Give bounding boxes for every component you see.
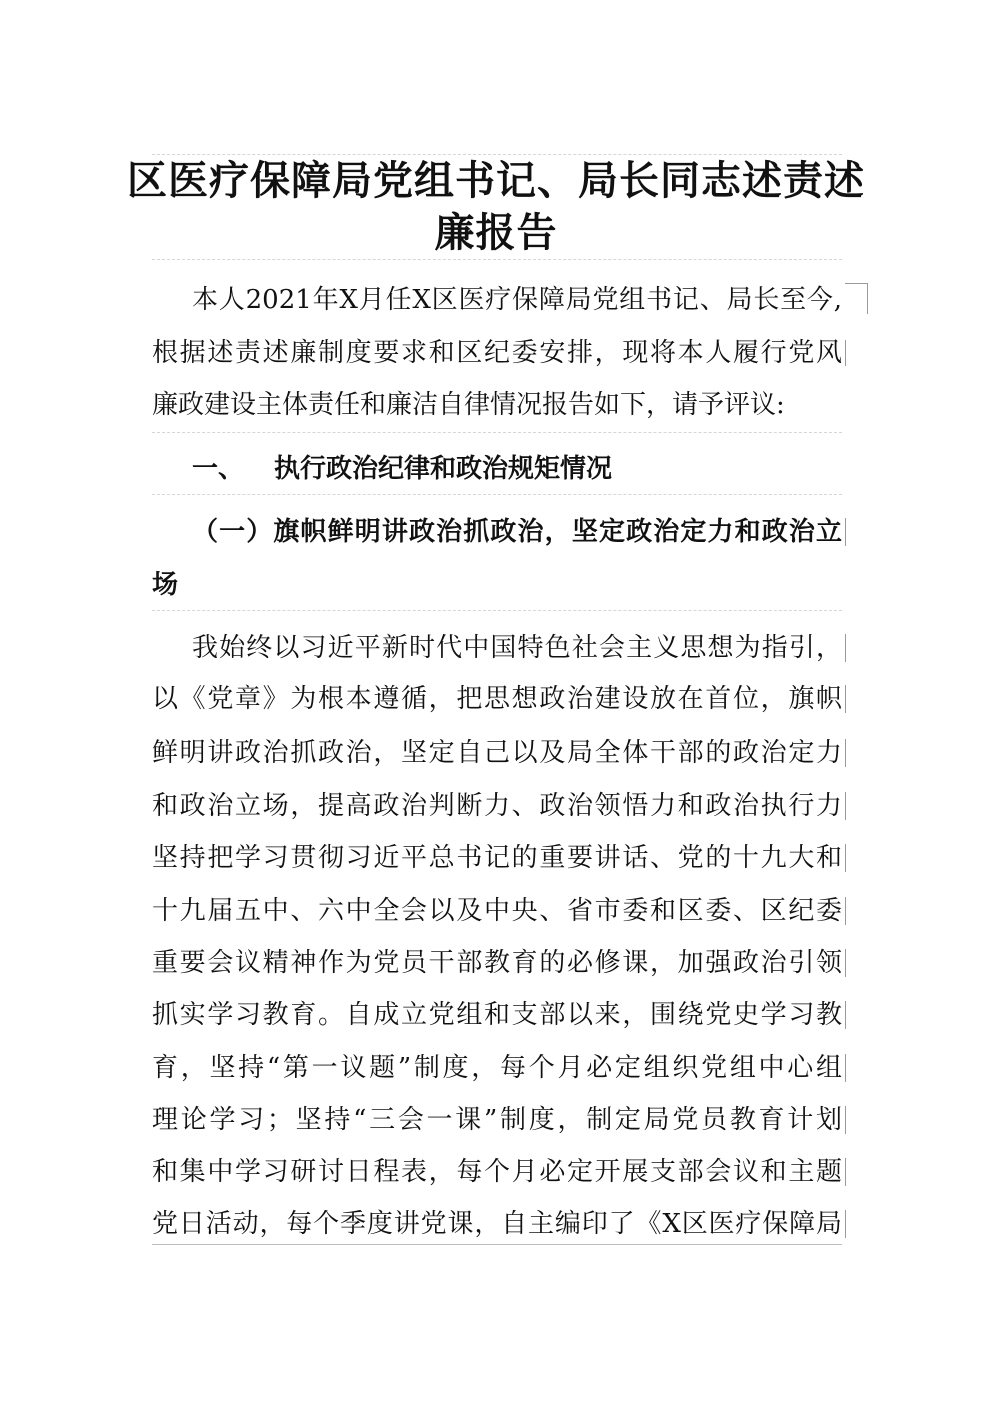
document-title-line-1: 区医疗保障局党组书记、局长同志述责述 bbox=[127, 157, 865, 204]
margin-mark bbox=[845, 685, 846, 713]
section-title: 执行政治纪律和政治规矩情况 bbox=[274, 454, 613, 484]
body-line: 鲜明讲政治抓政治，坚定自己以及局全体干部的政治定力 bbox=[152, 738, 842, 768]
margin-mark bbox=[845, 340, 846, 366]
intro-line-2: 根据述责述廉制度要求和区纪委安排，现将本人履行党风 bbox=[152, 338, 842, 368]
bottom-rule bbox=[152, 1244, 842, 1245]
title-rule bbox=[152, 259, 842, 260]
margin-mark bbox=[845, 792, 846, 820]
body-line: 十九届五中、六中全会以及中央、省市委和区委、区纪委 bbox=[152, 896, 842, 926]
body-line: 坚持把学习贯彻习近平总书记的重要讲话、党的十九大和 bbox=[152, 843, 842, 873]
document-title-line-2: 廉报告 bbox=[434, 209, 558, 256]
section-heading bbox=[192, 452, 612, 486]
margin-mark bbox=[845, 518, 846, 546]
margin-mark bbox=[845, 1106, 846, 1134]
body-line: 抓实学习教育。自成立党组和支部以来，围绕党史学习教 bbox=[152, 1000, 842, 1030]
subsection-heading-line-2: 场 bbox=[152, 570, 179, 600]
body-line: 和集中学习研讨日程表，每个月必定开展支部会议和主题 bbox=[152, 1157, 842, 1187]
margin-mark bbox=[845, 844, 846, 872]
subsection-heading-line-1: （一）旗帜鲜明讲政治抓政治，坚定政治定力和政治立 bbox=[192, 517, 842, 547]
body-line: 党日活动，每个季度讲党课，自主编印了《X区医疗保障局 bbox=[152, 1209, 842, 1239]
top-rule bbox=[152, 154, 842, 155]
subsection-rule bbox=[152, 610, 842, 611]
margin-mark bbox=[845, 634, 846, 662]
intro-rule bbox=[152, 432, 842, 433]
margin-mark bbox=[845, 1054, 846, 1082]
margin-mark bbox=[845, 1210, 846, 1238]
margin-mark bbox=[845, 739, 846, 767]
body-line: 我始终以习近平新时代中国特色社会主义思想为指引， bbox=[192, 633, 842, 663]
body-line: 以《党章》为根本遵循，把思想政治建设放在首位，旗帜 bbox=[152, 684, 842, 714]
margin-mark bbox=[845, 949, 846, 977]
section-number: 一、 bbox=[192, 454, 245, 484]
margin-mark bbox=[845, 1001, 846, 1029]
margin-mark bbox=[845, 897, 846, 925]
margin-corner-mark bbox=[845, 283, 868, 314]
body-line: 理论学习；坚持“三会一课”制度，制定局党员教育计划 bbox=[152, 1105, 842, 1135]
body-line: 和政治立场，提高政治判断力、政治领悟力和政治执行力 bbox=[152, 791, 842, 821]
intro-line-3: 廉政建设主体责任和廉洁自律情况报告如下，请予评议: bbox=[152, 390, 785, 420]
body-line: 育，坚持“第一议题”制度，每个月必定组织党组中心组 bbox=[152, 1053, 842, 1083]
intro-line-1: 本人2021年X月任X区医疗保障局党组书记、局长至今, bbox=[192, 285, 842, 315]
margin-mark bbox=[845, 1158, 846, 1186]
body-line: 重要会议精神作为党员干部教育的必修课，加强政治引领 bbox=[152, 948, 842, 978]
section-rule bbox=[152, 494, 842, 495]
